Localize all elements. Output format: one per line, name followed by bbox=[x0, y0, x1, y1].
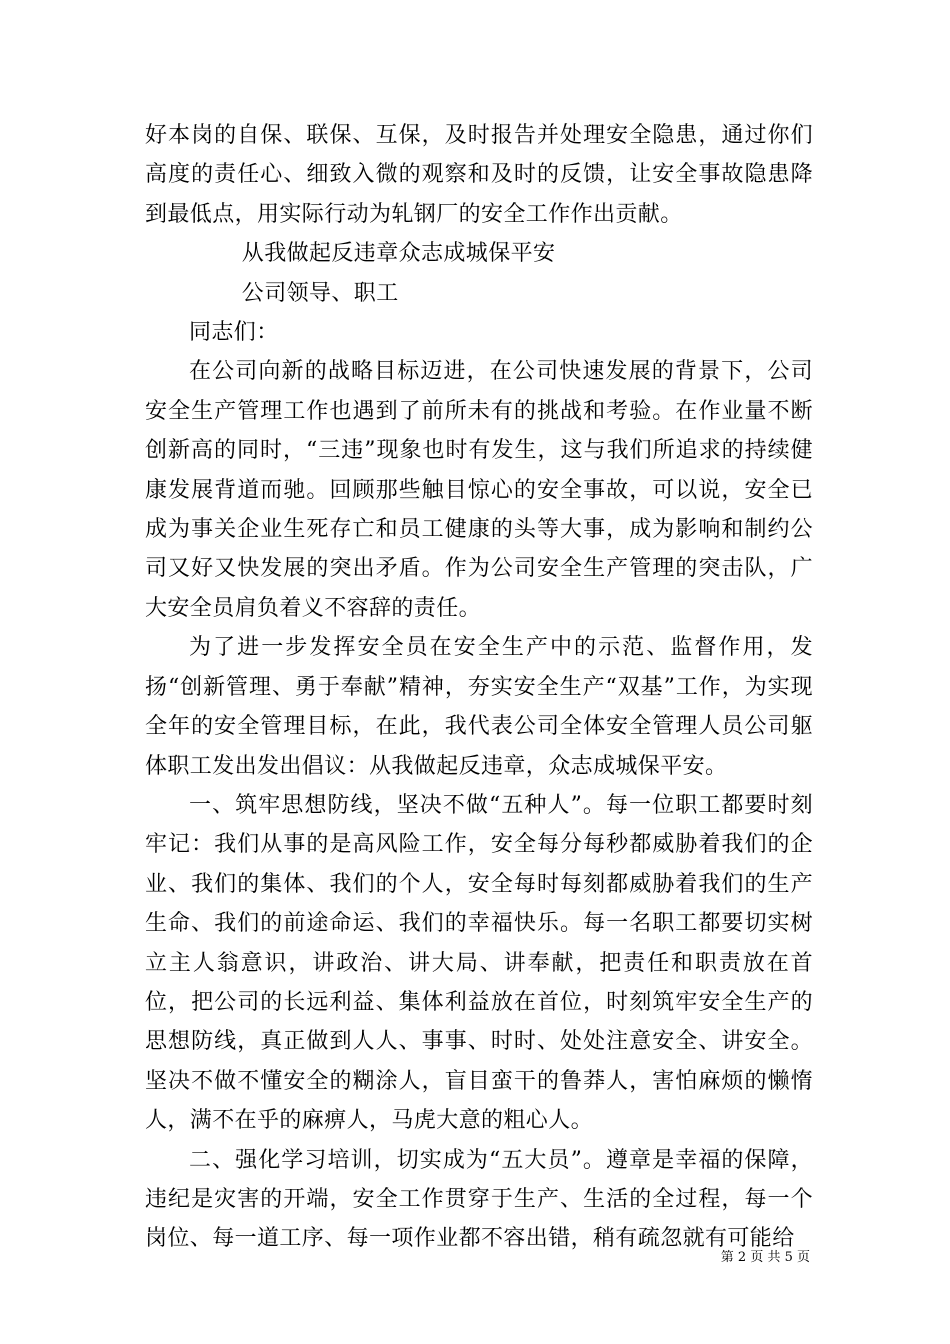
paragraph-point-two: 二、强化学习培训，切实成为“五大员”。遵章是幸福的保障，违纪是灾害的开端，安全工作贯穿于生产、生活的全过程，每一个岗位、每一道工序、每一项作业都不容出错，稍有疏忽就有可能给 bbox=[145, 1147, 813, 1252]
addressee-line: 公司领导、职工 bbox=[241, 280, 399, 306]
salutation: 同志们： bbox=[189, 320, 279, 346]
paragraph-continuation: 好本岗的自保、联保、互保，及时报告并处理安全隐患，通过你们高度的责任心、细致入微的观察和及时的反馈，让安全事故隐患降到最低点，用实际行动为轧钢厂的安全工作作出贡献。 bbox=[145, 123, 813, 227]
paragraph-point-one: 一、筑牢思想防线，坚决不做“五种人”。每一位职工都要时刻牢记：我们从事的是高风险工作，安全每分每秒都威胁着我们的企业、我们的集体、我们的个人，安全每时每刻都威胁着我们的生产生命、我们的前途命运、我们的幸福快乐。每一名职工都要切实树立主人翁意识，讲政治、讲大局、讲奉献，把责任和职责放在首位，把公司的长远利益、集体利益放在首位，时刻筑牢安全生产的思想防线，真正做到人人、事事、时时、处处注意安全、讲安全。坚决不做不懂安全的糊涂人，盲目蛮干的鲁莽人，害怕麻烦的懒惰人，满不在乎的麻痹人，马虎大意的粗心人。 bbox=[145, 792, 813, 1134]
proposal-title: 从我做起反违章众志成城保平安 bbox=[241, 241, 556, 267]
page-number-footer: 第 2 页 共 5 页 bbox=[720, 1250, 810, 1265]
paragraph-proposal: 为了进一步发挥安全员在安全生产中的示范、监督作用，发扬“创新管理、勇于奉献”精神，夯实安全生产“双基”工作，为实现全年的安全管理目标，在此，我代表公司全体安全管理人员公司躯体职工发出发出倡议：从我做起反违章，众志成城保平安。 bbox=[145, 635, 813, 779]
paragraph-background: 在公司向新的战略目标迈进，在公司快速发展的背景下，公司安全生产管理工作也遇到了前所未有的挑战和考验。在作业量不断创新高的同时，“三违”现象也时有发生，这与我们所追求的持续健康发展背道而驰。回顾那些触目惊心的安全事故，可以说，安全已成为事关企业生死存亡和员工健康的头等大事，成为影响和制约公司又好又快发展的突出矛盾。作为公司安全生产管理的突击队，广大安全员肩负着义不容辞的责任。 bbox=[145, 359, 813, 621]
document-body bbox=[145, 116, 813, 1259]
